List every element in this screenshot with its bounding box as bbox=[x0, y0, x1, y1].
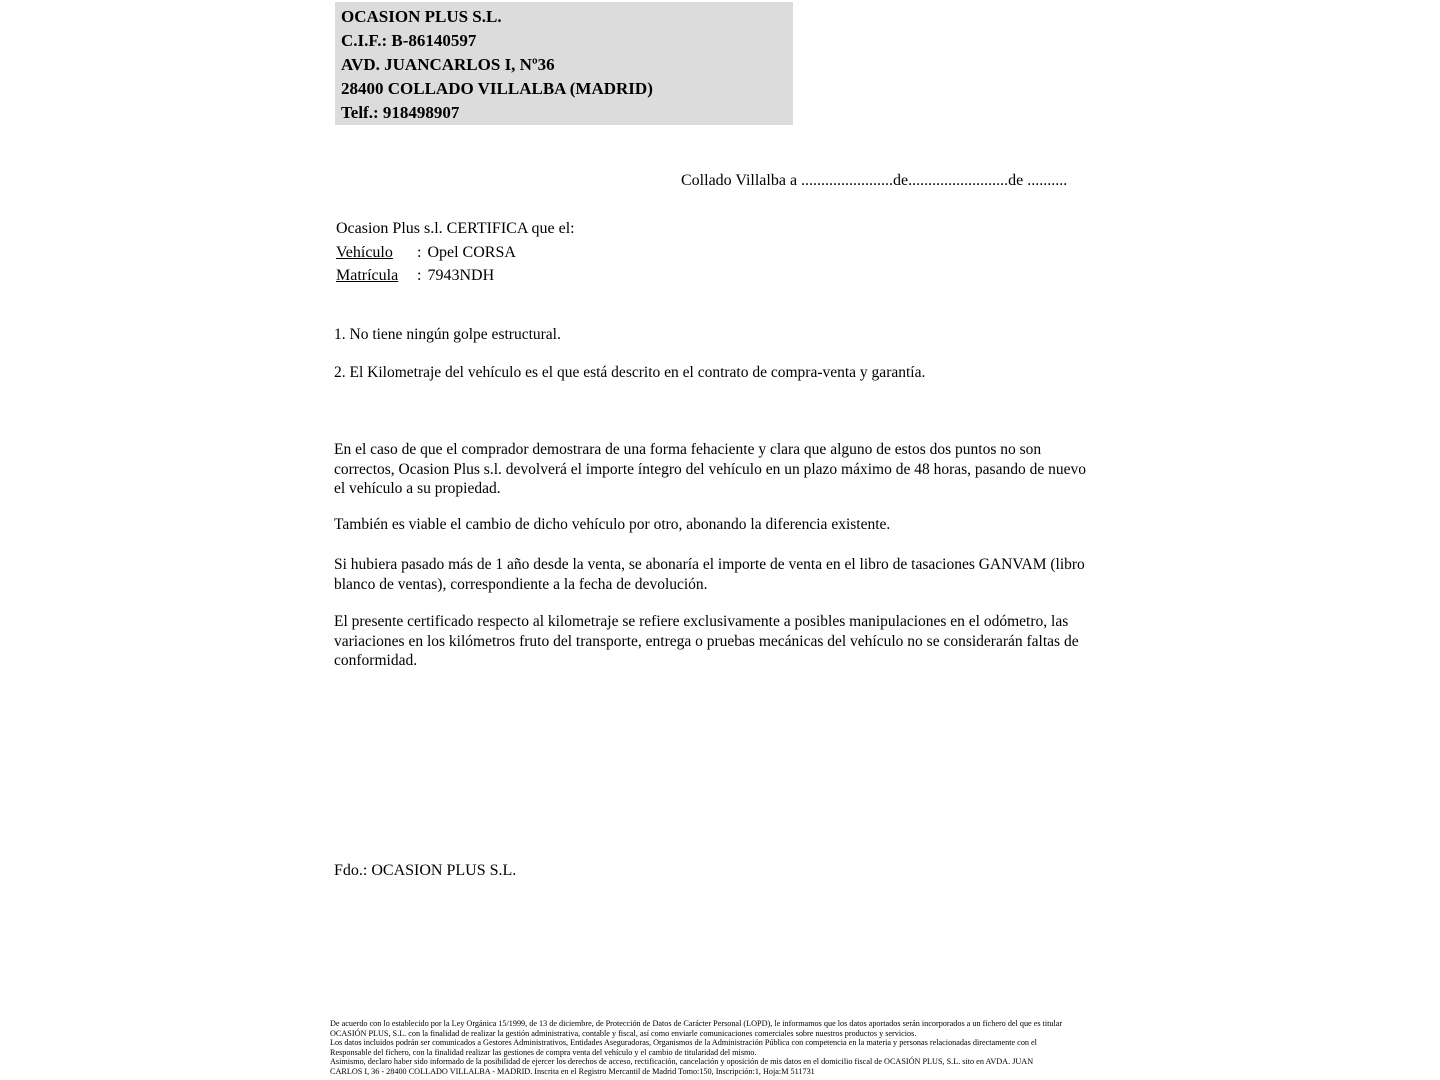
company-cif: C.I.F.: B-86140597 bbox=[341, 31, 477, 50]
point-1: 1. No tiene ningún golpe estructural. bbox=[334, 326, 561, 343]
paragraph-odometer: El presente certificado respecto al kilometraje se refiere exclusivamente a posibles manipulaciones en el odómetro, las variaciones en los kilómetros fruto del transporte, entrega o pruebas mecánicas del vehículo no se considerarán faltas de conformidad. bbox=[334, 613, 1079, 670]
company-address: AVD. JUANCARLOS I, Nº36 bbox=[341, 55, 555, 74]
signature-line: Fdo.: OCASION PLUS S.L. bbox=[334, 862, 517, 879]
plate-field bbox=[336, 264, 575, 288]
legal-footer-line: Responsable del fichero, con la finalidad realizar las gestiones de compra venta del vehículo y el cambio de titularidad del mismo. bbox=[330, 1047, 757, 1057]
legal-footer-line: Los datos incluidos podrán ser comunicados a Gestores Administrativos, Entidades Aseguradoras, Organismos de la Administración Pública con competencia en la materia y personas relacionadas directamente con el bbox=[330, 1038, 1037, 1048]
paragraph-ganvam: Si hubiera pasado más de 1 año desde la venta, se abonaría el importe de venta en el libro de tasaciones GANVAM (libro blanco de ventas), correspondiente a la fecha de devolución. bbox=[334, 556, 1085, 593]
certification-intro: Ocasion Plus s.l. CERTIFICA que el: bbox=[336, 220, 575, 237]
company-name: OCASION PLUS S.L. bbox=[341, 7, 502, 26]
vehicle-value: Opel CORSA bbox=[427, 243, 516, 261]
legal-footer-line: OCASIÓN PLUS, S.L. con la finalidad de realizar la gestión administrativa, contable y fiscal, así como enviarle comunicaciones comerciales sobre nuestros productos y servicios. bbox=[330, 1028, 917, 1038]
legal-footer-line: CARLOS I, 36 - 28400 COLLADO VILLALBA - MADRID. Inscrita en el Registro Mercantil de Madrid Tomo:150, Inscripción:1, Hoja:M 511731 bbox=[330, 1066, 815, 1076]
plate-separator: : bbox=[417, 267, 422, 285]
vehicle-separator: : bbox=[417, 243, 422, 261]
plate-value: 7943NDH bbox=[427, 267, 495, 285]
company-header-box bbox=[335, 2, 793, 125]
point-2: 2. El Kilometraje del vehículo es el que está descrito en el contrato de compra-venta y garantía. bbox=[334, 364, 926, 381]
paragraph-refund: En el caso de que el comprador demostrara de una forma fehaciente y clara que alguno de estos dos puntos no son correctos, Ocasion Plus s.l. devolverá el importe íntegro del vehículo en un plazo máximo de 48 horas, pasando de nuevo el vehículo a su propiedad. bbox=[334, 441, 1086, 498]
certification-block bbox=[336, 217, 575, 288]
company-phone: Telf.: 918498907 bbox=[341, 103, 460, 122]
legal-footer bbox=[330, 1019, 1120, 1077]
vehicle-field bbox=[336, 241, 575, 265]
vehicle-label: Vehículo bbox=[336, 243, 393, 261]
paragraph-exchange: También es viable el cambio de dicho vehículo por otro, abonando la diferencia existente. bbox=[334, 516, 891, 533]
legal-footer-line: De acuerdo con lo establecido por la Ley Orgánica 15/1999, de 13 de diciembre, de Protección de Datos de Carácter Personal (LOPD), le informamos que los datos aportados serán incorporados a un fichero del que es titular bbox=[330, 1019, 1063, 1028]
plate-label: Matrícula bbox=[336, 267, 399, 285]
legal-footer-line: Asimismo, declaro haber sido informado de la posibilidad de ejercer los derechos de acceso, rectificación, cancelación y oposición de mis datos en el domicilio fiscal de OCASIÓN PLUS, S.L. sito en AVDA. JUAN bbox=[330, 1057, 1034, 1067]
company-city: 28400 COLLADO VILLALBA (MADRID) bbox=[341, 79, 653, 98]
date-line: Collado Villalba a .......................de.........................de .......... bbox=[681, 172, 1068, 189]
